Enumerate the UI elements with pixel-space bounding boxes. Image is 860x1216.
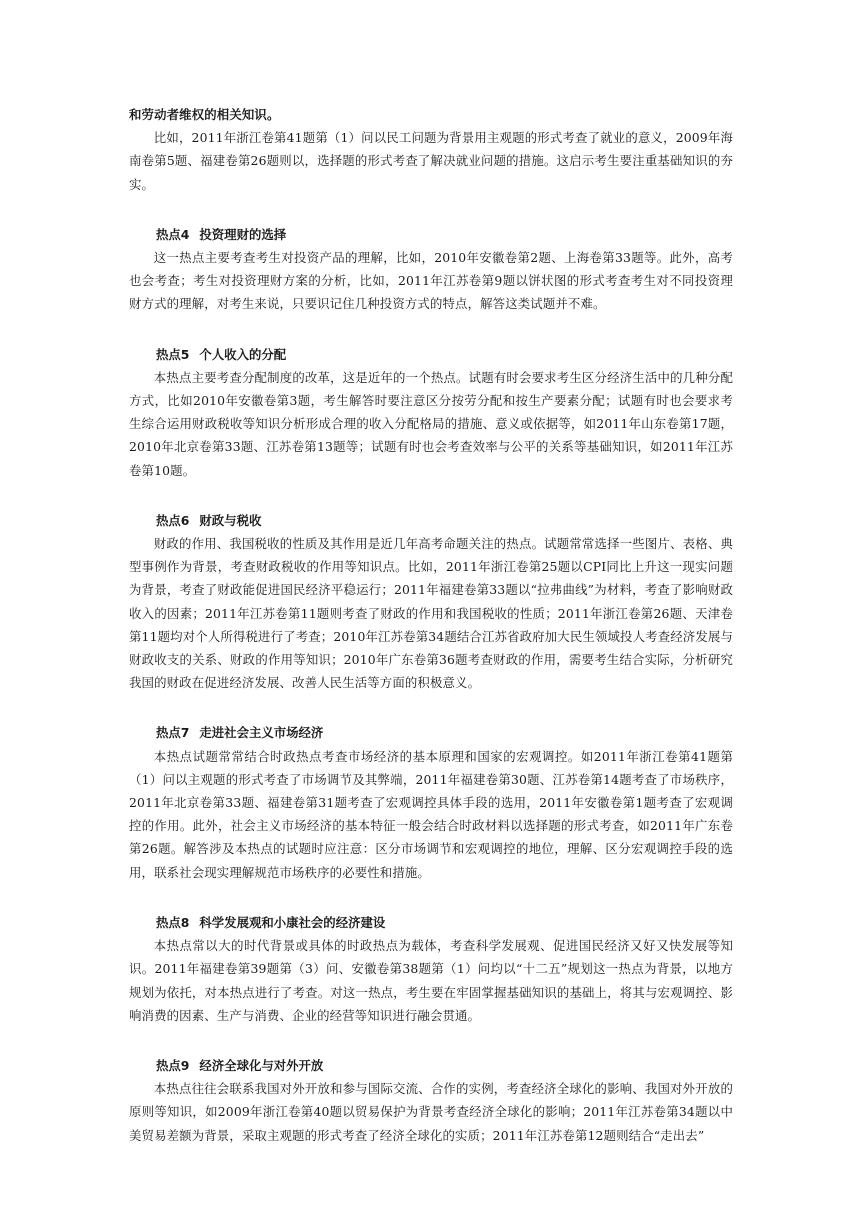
document-page bbox=[129, 103, 733, 1147]
intro-paragraph: 比如，2011年浙江卷第41题第（1）问以民工问题为背景用主观题的形式考查了就业的意义，2009年海南卷第5题、福建卷第26题则以，选择题的形式考查了解决就业问题的措施。这启示考生要注重基础知识的夯实。 bbox=[129, 130, 733, 192]
section-hotspot-4 bbox=[129, 223, 733, 316]
section-title: 走进社会主义市场经济 bbox=[199, 725, 324, 741]
section-number: 热点8 bbox=[156, 914, 190, 930]
section-title: 个人收入的分配 bbox=[199, 346, 287, 362]
section-number: 热点6 bbox=[156, 512, 190, 528]
section-title: 投资理财的选择 bbox=[199, 226, 287, 242]
section-hotspot-9 bbox=[129, 1054, 733, 1147]
section-title: 科学发展观和小康社会的经济建设 bbox=[199, 914, 386, 930]
section-heading bbox=[129, 721, 733, 744]
section-hotspot-6 bbox=[129, 509, 733, 695]
section-body: 这一热点主要考查考生对投资产品的理解，比如，2010年安徽卷第2题、上海卷第33题等。此外，高考也会考查；考生对投资理财方案的分析，比如，2011年江苏卷第9题以饼状图的形式考查考生对不同投资理财方式的理解，对考生来说，只要识记住几种投资方式的特点，解答这类试题并不难。 bbox=[129, 250, 733, 312]
section-heading bbox=[129, 911, 733, 934]
section-body: 本热点试题常常结合时政热点考查市场经济的基本原理和国家的宏观调控。如2011年浙江卷第41题第（1）问以主观题的形式考查了市场调节及其弊端，2011年福建卷第30题、江苏卷第14题考查了市场秩序，2011年北京卷第33题、福建卷第31题考查了宏观调控具体手段的选用，2011年安徽卷第1题考查了宏观调控的作用。此外，社会主义市场经济的基本特征一般会结合时政材料以选择题的形式考查，如2011年广东卷第26题。解答涉及本热点的试题时应注意：区分市场调节和宏观调控的地位，理解、区分宏观调控手段的选用，联系社会现实理解规范市场秩序的必要性和措施。 bbox=[129, 748, 733, 880]
section-hotspot-8 bbox=[129, 911, 733, 1027]
section-number: 热点4 bbox=[156, 226, 190, 242]
section-title: 经济全球化与对外开放 bbox=[199, 1057, 324, 1073]
section-body: 本热点常以大的时代背景或具体的时政热点为载体，考查科学发展观、促进国民经济又好又快发展等知识。2011年福建卷第39题第（3）问、安徽卷第38题第（1）问均以“十二五”规划这一热点为背景，以地方规划为依托，对本热点进行了考查。对这一热点，考生要在牢固掌握基础知识的基础上，将其与宏观调控、影响消费的因素、生产与消费、企业的经营等知识进行融会贯通。 bbox=[129, 938, 733, 1023]
section-heading bbox=[129, 223, 733, 246]
section-body: 本热点往往会联系我国对外开放和参与国际交流、合作的实例，考查经济全球化的影响、我国对外开放的原则等知识，如2009年浙江卷第40题以贸易保护为背景考查经济全球化的影响；2011年江苏卷第34题以中美贸易差额为背景，采取主观题的形式考查了经济全球化的实质；2011年江苏卷第12题则结合“走出去” bbox=[129, 1081, 733, 1143]
section-number: 热点7 bbox=[156, 725, 190, 741]
section-body: 财政的作用、我国税收的性质及其作用是近几年高考命题关注的热点。试题常常选择一些图片、表格、典型事例作为背景，考查财政税收的作用等知识点。比如，2011年浙江卷第25题以CPI同比上升这一现实问题为背景，考查了财政能促进国民经济平稳运行；2011年福建卷第33题以“拉弗曲线”为材料，考查了影响财政收入的因素；2011年江苏卷第11题则考查了财政的作用和我国税收的性质；2011年浙江卷第26题、天津卷第11题均对个人所得税进行了考查；2010年江苏卷第34题结合江苏省政府加大民生领域投人考查经济发展与财政收支的关系、财政的作用等知识；2010年广东卷第36题考查财政的作用，需要考生结合实际，分析研究我国的财政在促进经济发展、改善人民生活等方面的积极意义。 bbox=[129, 536, 733, 691]
intro-lead: 和劳动者维权的相关知识。 bbox=[129, 107, 280, 122]
section-hotspot-5 bbox=[129, 343, 733, 482]
section-heading bbox=[129, 1054, 733, 1077]
section-heading bbox=[129, 343, 733, 366]
section-number: 热点5 bbox=[156, 346, 190, 362]
section-number: 热点9 bbox=[156, 1057, 190, 1073]
section-title: 财政与税收 bbox=[199, 512, 262, 528]
section-body: 本热点主要考查分配制度的改革，这是近年的一个热点。试题有时会要求考生区分经济生活中的几种分配方式，比如2010年安徽卷第3题，考生解答时要注意区分按劳分配和按生产要素分配；试题有时也会要求考生综合运用财政税收等知识分析形成合理的收入分配格局的措施、意义或依据等，如2011年山东卷第17题，2010年北京卷第33题、江苏卷第13题等；试题有时也会考查效率与公平的关系等基础知识，如2011年江苏卷第10题。 bbox=[129, 369, 733, 478]
section-heading bbox=[129, 509, 733, 532]
section-hotspot-7 bbox=[129, 721, 733, 883]
